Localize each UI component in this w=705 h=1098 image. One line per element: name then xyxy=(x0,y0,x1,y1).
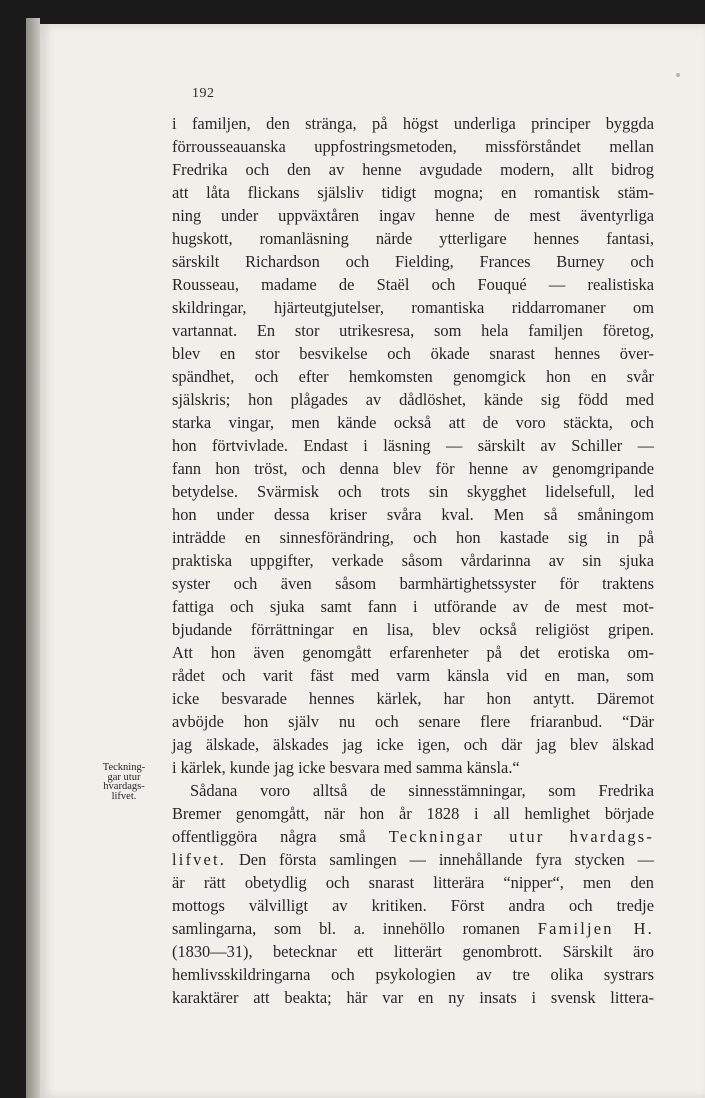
text-line: hon förtvivlade. Endast i läsning — särskilt av Schiller — xyxy=(172,436,654,455)
text-line: fattiga och sjuka samt fann i utförande av de mest mot- xyxy=(172,597,654,616)
text-line xyxy=(172,917,654,940)
margin-note-line: gar utur xyxy=(107,771,141,783)
text-line-part: samlingarna, som bl. a. innehöllo romanen xyxy=(172,919,520,938)
text-line: hemlivsskildringarna och psykologien av tre olika systrars xyxy=(172,965,654,984)
text-line: förrousseauanska uppfostringsmetoden, missförståndet mellan xyxy=(172,137,654,156)
text-line: vartannat. En stor utrikesresa, som hela familjen företog, xyxy=(172,321,654,340)
text-line-part: offentliggöra några små xyxy=(172,827,366,846)
text-line: i kärlek, kunde jag icke besvara med samma känsla.“ xyxy=(172,758,520,777)
text-line: att låta flickans själsliv tidigt mogna; en romantisk stäm- xyxy=(172,183,654,202)
text-line: rådet och varit fäst med varm känsla vid en man, som xyxy=(172,666,654,685)
text-line: skildringar, hjärteutgjutelser, romantiska riddarromaner om xyxy=(172,298,654,317)
text-line xyxy=(172,848,654,871)
text-line-part: Den första samlingen — innehållande fyra stycken — xyxy=(238,850,654,869)
margin-note-line: lifvet. xyxy=(111,790,137,802)
text-line: spändhet, och efter hemkomsten genomgick hon en svår xyxy=(172,367,654,386)
text-line: Att hon även genomgått erfarenheter på det erotiska om- xyxy=(172,643,654,662)
text-line: Fredrika och den av henne avgudade modern, allt bidrog xyxy=(172,160,654,179)
text-line: Rousseau, madame de Staël och Fouqué — realistiska xyxy=(172,275,654,294)
text-line: inträdde en sinnesförändring, och hon kastade sig in på xyxy=(172,528,654,547)
text-line: blev en stor besvikelse och ökade snarast hennes över- xyxy=(172,344,654,363)
text-line: är rätt obetydlig och snarast litterära “nipper“, men den xyxy=(172,873,654,892)
text-line: hugskott, romanläsning närde ytterligare hennes fantasi, xyxy=(172,229,654,248)
text-line: avböjde hon själv nu och senare flere friaranbud. “Där xyxy=(172,712,654,731)
title-spaced: Teckningar utur hvardags- xyxy=(388,827,654,846)
text-line: betydelse. Svärmisk och trots sin skygghet lidelsefull, led xyxy=(172,482,654,501)
text-line: fann hon tröst, och denna blev för henne av genomgripande xyxy=(172,459,654,478)
text-line: (1830—31), betecknar ett litterärt genombrott. Särskilt äro xyxy=(172,942,654,961)
text-line: själskris; hon plågades av dådlöshet, kände sig född med xyxy=(172,390,654,409)
text-line: i familjen, den stränga, på högst underliga principer byggda xyxy=(172,114,654,133)
paper-speck xyxy=(676,73,680,77)
title-spaced: lifvet. xyxy=(172,850,227,869)
margin-note-line: hvardags- xyxy=(103,781,145,792)
text-line: ning under uppväxtåren ingav henne de mest äventyrliga xyxy=(172,206,654,225)
text-line: karaktärer att beakta; här var en ny insats i svensk littera- xyxy=(172,988,654,1007)
text-line: mottogs välvilligt av kritiken. Först andra och tredje xyxy=(172,896,654,915)
text-line: starka vingar, men kände också att de voro stäckta, och xyxy=(172,413,654,432)
text-line: särskilt Richardson och Fielding, Frances Burney och xyxy=(172,252,654,271)
body-text xyxy=(172,112,654,1009)
text-line: icke besvarade hennes kärlek, har hon antytt. Däremot xyxy=(172,689,654,708)
text-line: jag älskade, älskades jag icke igen, och där jag blev älskad xyxy=(172,735,654,754)
book-gutter-edge xyxy=(26,18,40,1098)
margin-note-line: Teckning- xyxy=(102,762,146,773)
text-line: syster och även såsom barmhärtighetssyster för traktens xyxy=(172,574,654,593)
text-line: bjudande förrättningar en lisa, blev också religiöst gripen. xyxy=(172,620,654,639)
page-number: 192 xyxy=(192,86,215,101)
margin-note xyxy=(88,763,160,801)
text-line: Sådana voro alltså de sinnesstämningar, som Fredrika xyxy=(190,781,654,800)
text-line: Bremer genomgått, när hon år 1828 i all hemlighet började xyxy=(172,804,654,823)
text-line: hon under dessa kriser svåra kval. Men så småningom xyxy=(172,505,654,524)
text-line: praktiska uppgifter, verkade såsom vårdarinna av sin sjuka xyxy=(172,551,654,570)
title-spaced: Familjen H. xyxy=(537,919,654,938)
text-line xyxy=(172,825,654,848)
